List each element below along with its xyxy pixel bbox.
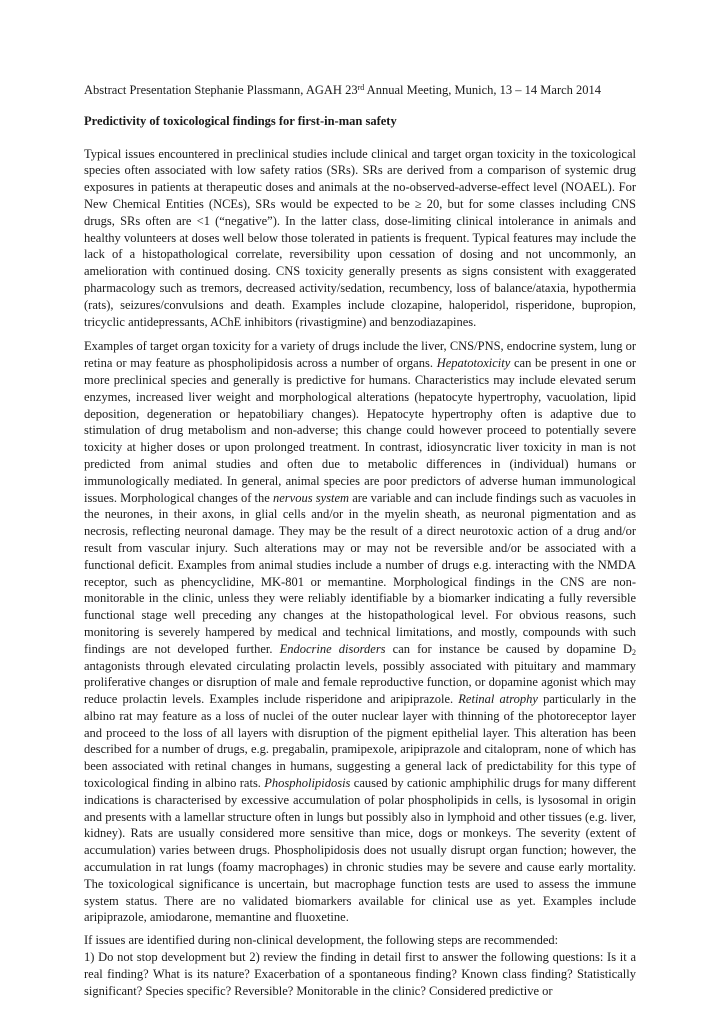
subscript-2: 2 bbox=[631, 647, 636, 657]
term-phospholipidosis: Phospholipidosis bbox=[264, 776, 351, 791]
para2-text-7: caused by cationic amphiphilic drugs for many different indications is characterised by excessive accumulation of polar phospholipids in cells, is lysosomal in origin and presents with a lamellar structure often in lungs but possibly also in lymphoid and other tissues (e.g. liver, kidney). Rats are usually considered more sensitive than mice, dogs or monkeys. The severity (extent of accumulation) varies between drugs. Phospholipidosis does not usually disrupt organ function; however, the accumulation in rat lungs (foamy macrophages) in chronic studies may be severe and cause early mortality. The toxicological significance is uncertain, but macrophage function tests are used to assess the immune system status. There are no validated biomarkers available for clinical use as yet. Examples include aripiprazole, amiodarone, memantine and fluoxetine. bbox=[84, 776, 636, 925]
para2-text-3: are variable and can include findings such as vacuoles in the neurones, in their axons, in glial cells and/or in the myelin sheath, as neuronal pigmentation and as necrosis, reflecting neuronal damage. They may be the result of a direct neurotoxic action of a drug and/or result from vascular injury. Such alterations may or may not be reversible and/or be associated with a functional deficit. Examples from animal studies include a number of drugs e.g. interacting with the NMDA receptor, such as phencyclidine, MK-801 or memantine. Morphological findings in the CNS are non-monitorable in the clinic, unless they were reliably identifiable by a biomarker indicating a fully reversible functional stage well preceding any changes at the histopathological level. For obvious reasons, such monitoring is severely hampered by medical and technical limitations, and mostly, compounds with such findings are not developed further. bbox=[84, 490, 637, 656]
paragraph-target-organ-toxicity bbox=[84, 338, 636, 926]
para2-text-4: can for instance be caused by dopamine D bbox=[385, 641, 632, 656]
term-hepatotoxicity: Hepatotoxicity bbox=[436, 356, 511, 371]
paragraph-recommendations-lead: If issues are identified during non-clinical development, the following steps are recommended: bbox=[84, 933, 559, 948]
document-header bbox=[84, 82, 636, 99]
header-superscript: rd bbox=[357, 83, 365, 92]
header-text-end: Annual Meeting, Munich, 13 – 14 March 2014 bbox=[364, 83, 602, 97]
term-nervous-system: nervous system bbox=[272, 490, 350, 505]
para2-text-6: particularly in the albino rat may feature as a loss of nuclei of the outer nuclear layer with thinning of the photoreceptor layer and proceed to the loss of all layers with disruption of the pigment epithelial layer. This alteration has been described for a number of drugs, e.g. pregabalin, pramipexole, aripiprazole and citalopram, none of which has been associated with retinal changes in humans, suggesting a general lack of predictability for this type of toxicological finding in albino rats. bbox=[84, 692, 636, 791]
paragraph-recommendations-steps: 1) Do not stop development but 2) review the finding in detail first to answer the following questions: Is it a real finding? What is its nature? Exacerbation of a spontaneous finding? Known class finding? Statistically significant? Species specific? Reversible? Monitorable in the clinic? Considered predictive or bbox=[84, 950, 636, 998]
para2-text-1: Examples of target organ toxicity for a variety of drugs include the liver, CNS/PNS, endocrine system, lung or retina or may feature as phospholipidosis across a number of organs. bbox=[84, 339, 636, 371]
term-retinal-atrophy: Retinal atrophy bbox=[458, 692, 538, 707]
para2-text-5: antagonists through elevated circulating prolactin levels, possibly associated with pituitary and mammary proliferative changes or disruption of male and female reproductive function, or dopamine agonist which may reduce prolactin levels. Examples include risperidone and aripiprazole. bbox=[84, 658, 636, 707]
header-text: Abstract Presentation Stephanie Plassmann, AGAH 23 bbox=[84, 83, 358, 97]
para2-text-2: can be present in one or more preclinical species and generally is predictive for humans. Characteristics may include elevated serum enzymes, increased liver weight and morphological alterations (hepatocyte hypertrophy, vacuolation, lipid deposition, degeneration or hepatobiliary changes). Hepatocyte hypertrophy often is adaptive due to stimulation of drug metabolism and non-adverse; this change could however proceed to potentially severe toxicity at higher doses or upon prolonged treatment. In contrast, idiosyncratic liver toxicity in man is not predicted from animal studies and often due to metabolic differences in (individual) humans or immunologically mediated. In general, animal species are poor predictors of adverse human immunological issues. Morphological changes of the bbox=[84, 356, 636, 505]
document-page bbox=[84, 82, 636, 999]
term-endocrine-disorders: Endocrine disorders bbox=[279, 641, 386, 656]
paragraph-cns-toxicity: Typical issues encountered in preclinical studies include clinical and target organ toxicity in the toxicological species often associated with low safety ratios (SRs). SRs are derived from a comparison of systemic drug exposures in patients at therapeutic doses and animals at the no-observed-adverse-effect level (NOAEL). For New Chemical Entities (NCEs), SRs would be expected to be ≥ 20, but for some classes including CNS drugs, SRs often are <1 (“negative”). In the latter class, dose-limiting clinical intolerance in animals and healthy volunteers at doses well below those tolerated in patients is frequent. Typical features may include the lack of a histopathological correlate, reversibility upon cessation of dosing and not uncommonly, an amelioration with continued dosing. CNS toxicity generally presents as signs consistent with exaggerated pharmacology such as tremors, decreased activity/sedation, recumbency, loss of balance/ataxia, hypothermia (rats), seizures/convulsions and death. Examples include clozapine, haloperidol, risperidone, bupropion, tricyclic antidepressants, AChE inhibitors (rivastigmine) and benzodiazapines. bbox=[84, 146, 636, 329]
document-title: Predictivity of toxicological findings for first-in-man safety bbox=[84, 113, 397, 128]
